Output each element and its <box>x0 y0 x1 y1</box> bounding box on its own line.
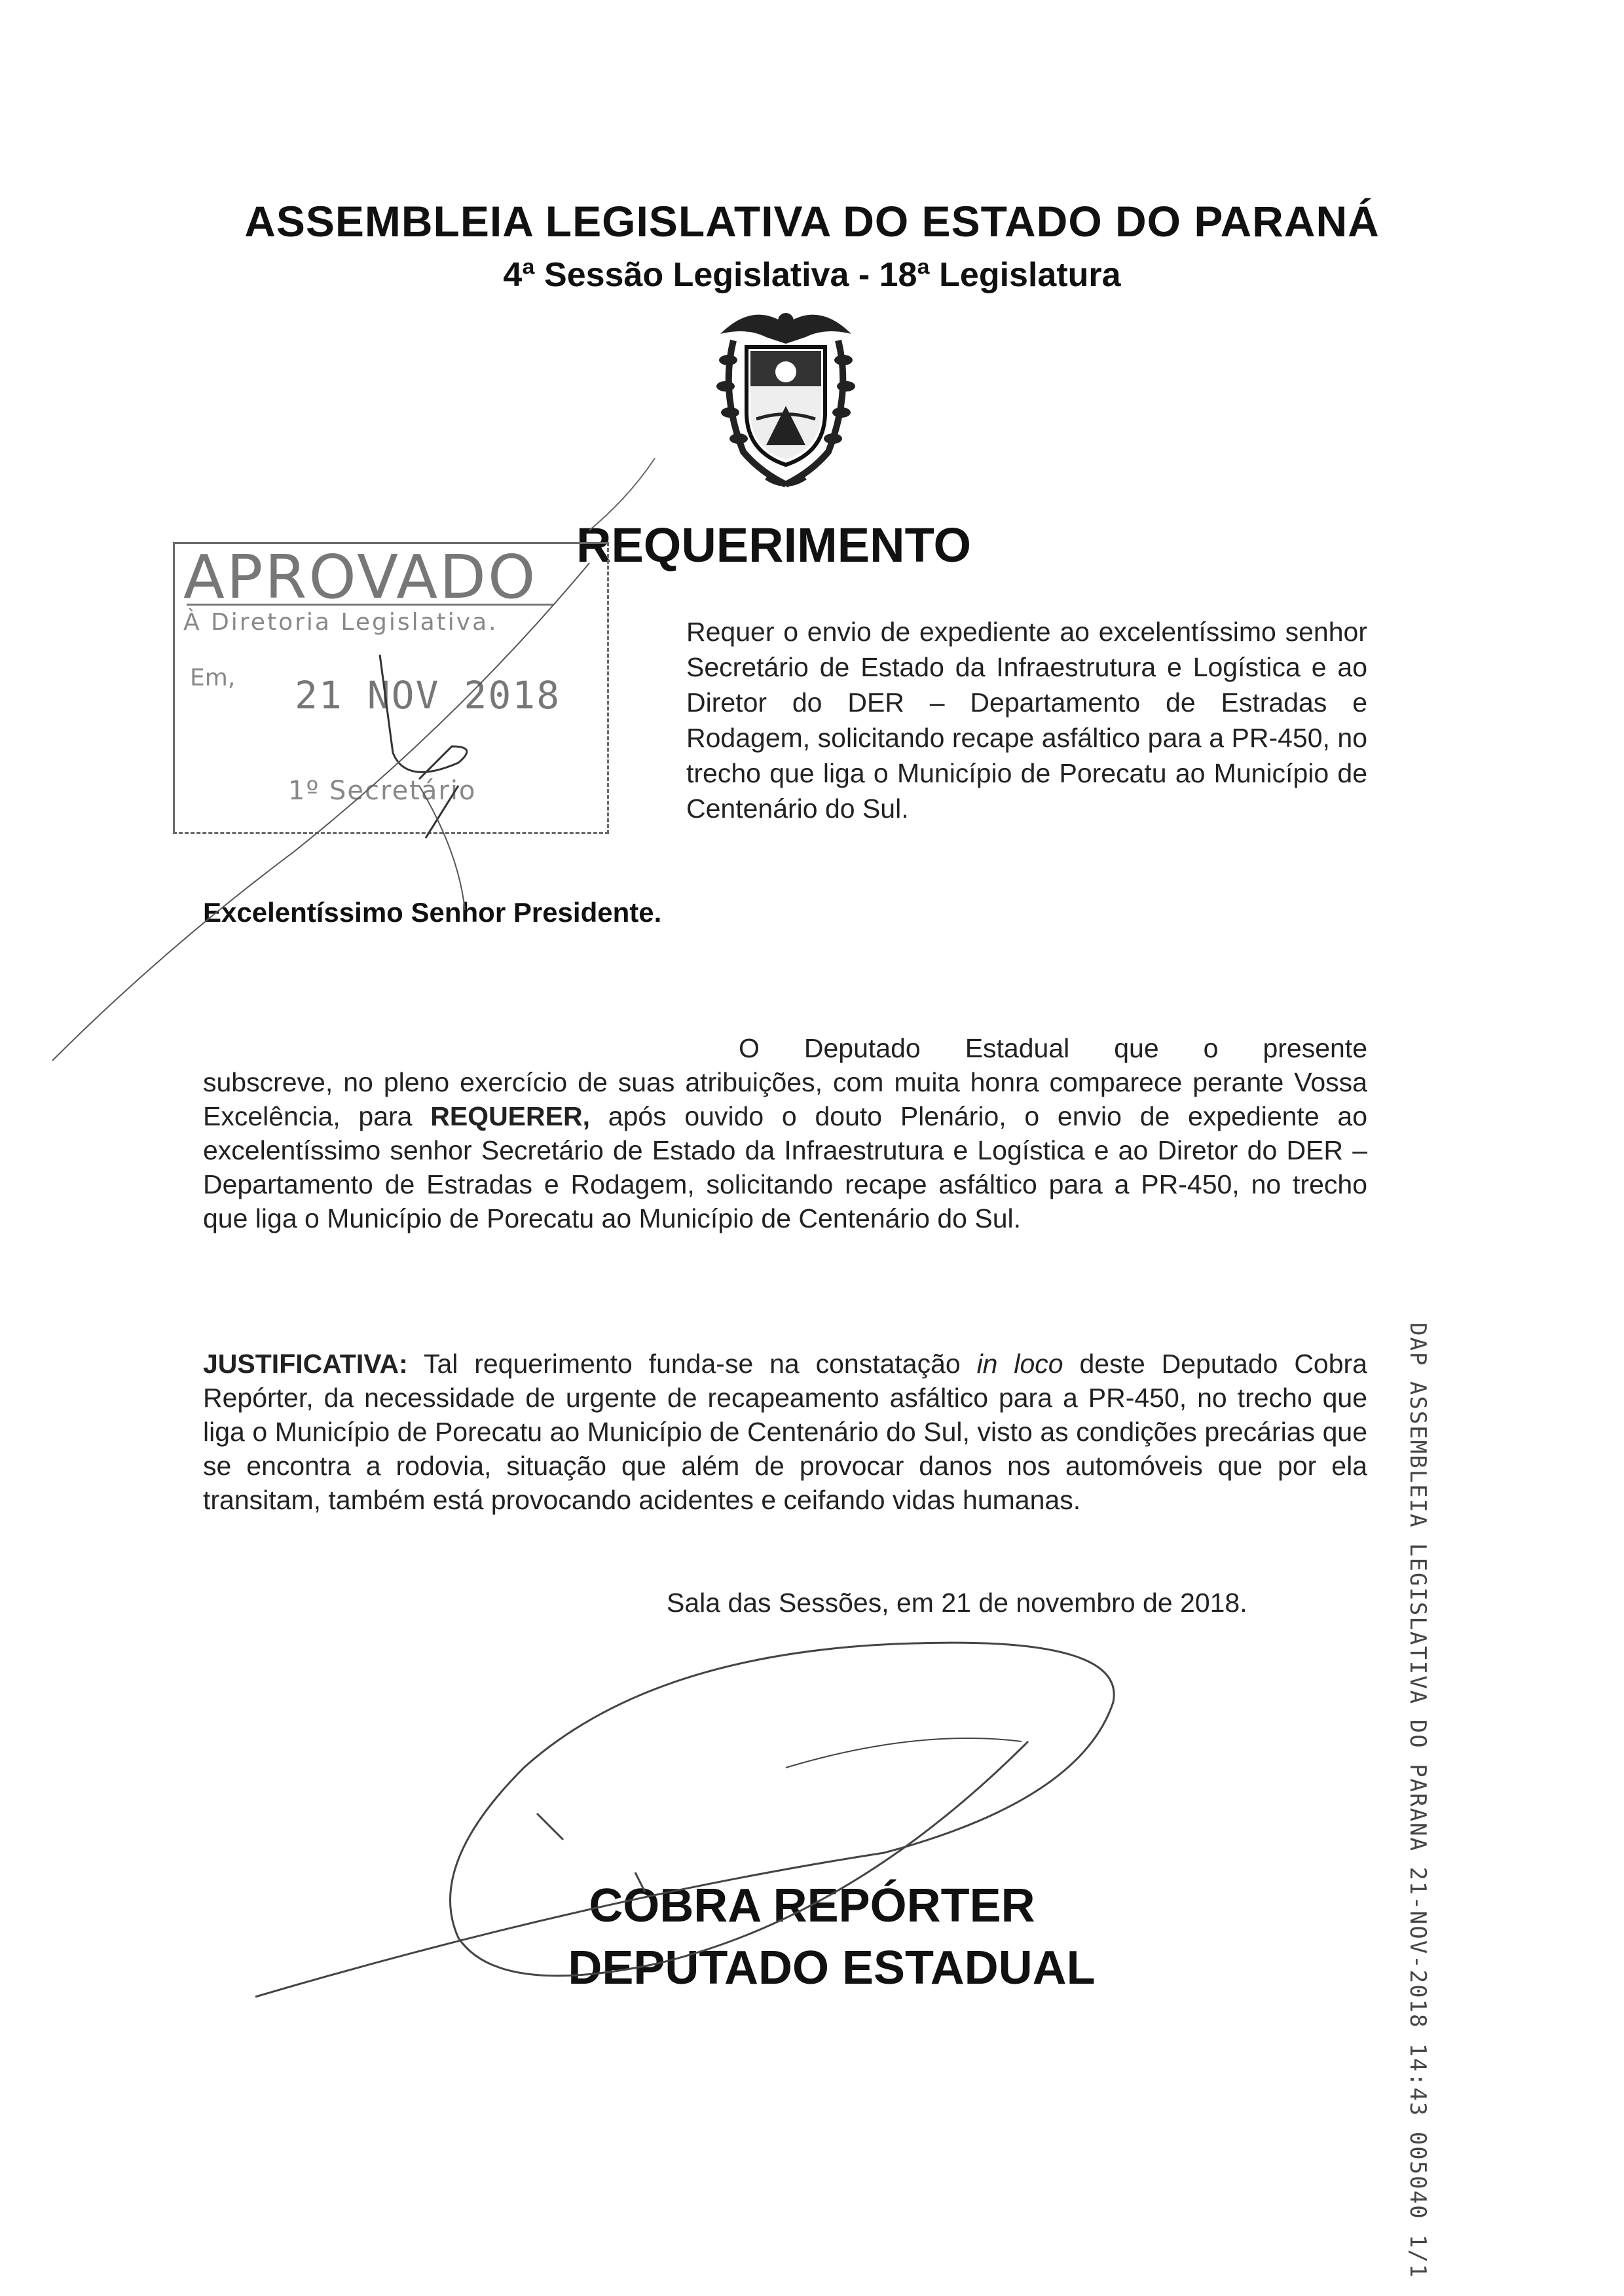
protocol-stamp <box>1401 1322 1460 2279</box>
protocol-stamp-text: DAP ASSEMBLEIA LEGISLATIVA DO PARANA 21-NOV-2018 14:43 005040 1/1 <box>1405 1322 1431 2279</box>
body-text-start: subscreve, no pleno exercício de suas atribuições, com muita honra comparece perante Vossa Excelência, para <box>203 1067 1367 1131</box>
body-first-line: O Deputado Estadual que o presente <box>739 1033 1367 1063</box>
justification-text-start: Tal requerimento funda-se na constatação <box>407 1349 977 1379</box>
parana-coat-of-arms-icon <box>694 288 877 498</box>
signatory-name: COBRA REPÓRTER <box>589 1880 1035 1932</box>
approval-date-label: Em, <box>190 665 236 691</box>
request-summary: Requer o envio de expediente ao excelentíssimo senhor Secretário de Estado da Infraestrutura e Logística e ao Diretor do DER – Departamento de Estradas e Rodagem, solicitando recape asfáltico para a PR-450, no trecho que liga o Município de Porecatu ao Município de Centenário do Sul. <box>686 617 1367 824</box>
justification-text-end: deste Deputado Cobra Repórter, da necessidade de urgente de recapeamento asfáltico para a PR-450, no trecho que liga o Município de Porecatu ao Município de Centenário do Sul, visto as condições precárias que se encontra a rodovia, situação que além de provocar danos nos automóveis que por ela transitam, também está provocando acidentes e ceifando vidas humanas. <box>203 1349 1367 1515</box>
place-and-date: Sala das Sessões, em 21 de novembro de 2018. <box>667 1588 1247 1618</box>
signature-flourish <box>786 1738 1022 1768</box>
signature-tick-1 <box>537 1813 563 1840</box>
legislative-session: 4ª Sessão Legislativa - 18ª Legislatura <box>503 256 1121 294</box>
approval-destination: À Diretoria Legislativa. <box>183 609 498 636</box>
institution-title: ASSEMBLEIA LEGISLATIVA DO ESTADO DO PARANÁ <box>244 197 1380 246</box>
approval-signatory: 1º Secretário <box>288 776 477 806</box>
approval-date: 21 NOV 2018 <box>295 673 561 718</box>
justification-italic: in loco <box>976 1349 1063 1379</box>
body-text-end: após ouvido o douto Plenário, o envio de expediente ao excelentíssimo senhor Secretário de Estado da Infraestrutura e Logística e ao Diretor do DER – Departamento de Estradas e Rodagem, solicitando recape asfáltico para a PR-450, no trecho que liga o Município de Porecatu ao Município de Centenário do Sul. <box>203 1101 1367 1233</box>
document-title: REQUERIMENTO <box>576 518 972 572</box>
justification-label: JUSTIFICATIVA: <box>203 1349 408 1379</box>
approval-status: APROVADO <box>183 542 538 612</box>
body-paragraph <box>203 1065 1367 1235</box>
justification-paragraph <box>203 1347 1367 1517</box>
body-request-keyword: REQUERER, <box>430 1101 590 1131</box>
signatory-role: DEPUTADO ESTADUAL <box>568 1942 1096 1994</box>
salutation: Excelentíssimo Senhor Presidente. <box>203 897 662 928</box>
stamp-divider <box>187 604 553 606</box>
